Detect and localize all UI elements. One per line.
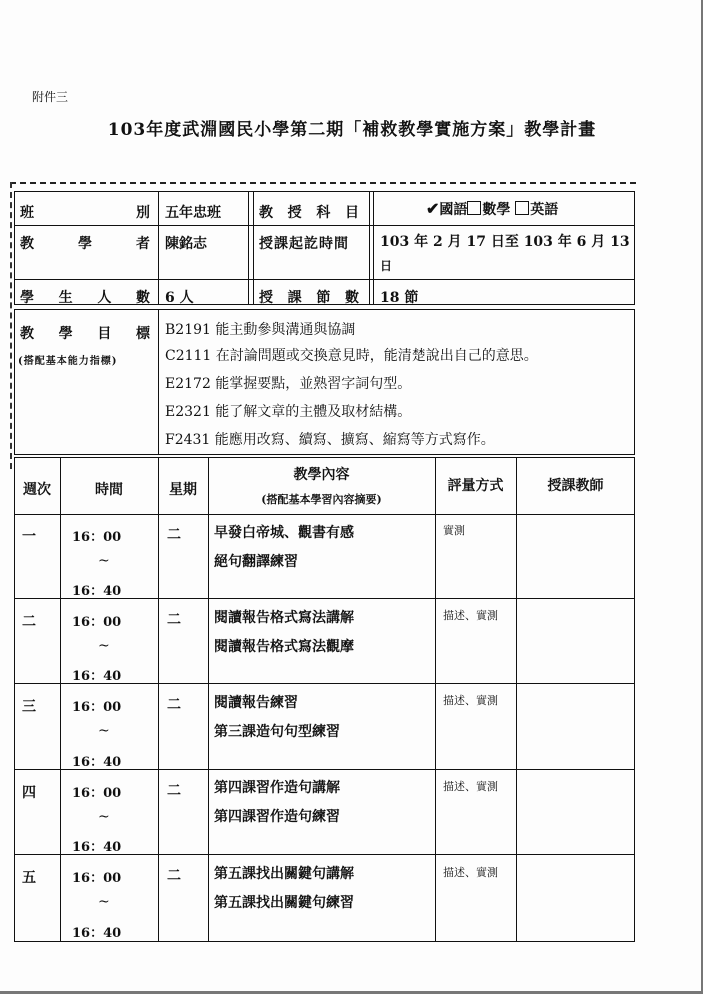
row-content-2: 閱讀報告格式寫法觀摩 bbox=[214, 639, 354, 655]
row-end-time: 16：40 bbox=[72, 755, 122, 770]
class-value: 五年忠班 bbox=[165, 205, 221, 221]
row-week: 二 bbox=[22, 614, 36, 630]
sessions-label: 授 課 節 數 bbox=[259, 290, 359, 306]
header-time: 時間 bbox=[95, 482, 123, 498]
row-content-2: 第四課習作造句練習 bbox=[214, 809, 340, 825]
row-weekday: 二 bbox=[167, 527, 181, 543]
row-start-time: 16：00 bbox=[72, 786, 122, 801]
row-end-time: 16：40 bbox=[72, 840, 122, 855]
row-tilde: ~ bbox=[98, 638, 110, 654]
row-tilde: ~ bbox=[98, 723, 110, 739]
teacher-value: 陳銘志 bbox=[165, 236, 207, 252]
row-assessment: 描述、實測 bbox=[443, 694, 498, 707]
row-weekday: 二 bbox=[167, 697, 181, 713]
subject-chinese: 國語 bbox=[439, 202, 468, 218]
checkbox-math[interactable] bbox=[467, 201, 481, 215]
row-tilde: ~ bbox=[98, 894, 110, 910]
row-assessment: 描述、實測 bbox=[443, 866, 498, 879]
row-tilde: ~ bbox=[98, 809, 110, 825]
checked-icon[interactable]: ✔ bbox=[426, 199, 440, 218]
period-line1: 103 年 2 月 17 日至 103 年 6 月 13 bbox=[380, 234, 630, 250]
students-label: 學 生 人 數 bbox=[20, 290, 150, 306]
attachment-label: 附件三 bbox=[32, 90, 69, 104]
document-title: 103年度武淵國民小學第二期「補救教學實施方案」教學計畫 bbox=[107, 120, 597, 140]
subject-math: 數學 bbox=[482, 202, 511, 218]
header-week: 週次 bbox=[23, 482, 51, 498]
row-tilde: ~ bbox=[98, 553, 110, 569]
class-label: 班 別 bbox=[20, 205, 150, 221]
sessions-value: 18 節 bbox=[380, 290, 419, 306]
row-weekday: 二 bbox=[167, 868, 181, 884]
goal-item-1: B2191 能主動參與溝通與協調 bbox=[165, 322, 356, 338]
row-end-time: 16：40 bbox=[72, 584, 122, 599]
students-value: 6 人 bbox=[165, 290, 194, 306]
row-end-time: 16：40 bbox=[72, 926, 122, 941]
row-content-2: 絕句翻譯練習 bbox=[214, 554, 298, 570]
goal-item-3: E2172 能掌握要點，並熟習字詞句型。 bbox=[165, 376, 412, 392]
row-assessment: 描述、實測 bbox=[443, 609, 498, 622]
goal-item-4: E2321 能了解文章的主體及取材結構。 bbox=[165, 404, 412, 420]
row-weekday: 二 bbox=[167, 612, 181, 628]
row-week: 三 bbox=[22, 699, 36, 715]
row-start-time: 16：00 bbox=[72, 530, 122, 545]
subject-english: 英語 bbox=[530, 202, 559, 218]
table-dashed-top-border bbox=[10, 182, 636, 184]
goals-sublabel: (搭配基本能力指標) bbox=[18, 356, 118, 367]
row-week: 一 bbox=[22, 529, 36, 545]
row-content-1: 閱讀報告練習 bbox=[214, 695, 298, 711]
row-content-1: 第五課找出關鍵句講解 bbox=[214, 866, 354, 882]
goal-item-5: F2431 能應用改寫、續寫、擴寫、縮寫等方式寫作。 bbox=[165, 432, 495, 448]
table-dashed-left-border bbox=[10, 182, 12, 469]
row-start-time: 16：00 bbox=[72, 871, 122, 886]
checkbox-english[interactable] bbox=[515, 201, 529, 215]
row-start-time: 16：00 bbox=[72, 700, 122, 715]
row-content-1: 閱讀報告格式寫法講解 bbox=[214, 610, 354, 626]
row-start-time: 16：00 bbox=[72, 615, 122, 630]
row-content-2: 第五課找出關鍵句練習 bbox=[214, 895, 354, 911]
period-label: 授課起訖時間 bbox=[259, 236, 349, 252]
header-assessment: 評量方式 bbox=[447, 478, 504, 494]
row-content-1: 第四課習作造句講解 bbox=[214, 780, 340, 796]
header-content: 教學內容 bbox=[293, 467, 350, 483]
row-end-time: 16：40 bbox=[72, 669, 122, 684]
row-assessment: 描述、實測 bbox=[443, 780, 498, 793]
header-instructor: 授課教師 bbox=[547, 478, 604, 494]
goals-label: 教 學 目 標 bbox=[20, 326, 150, 342]
row-content-2: 第三課造句句型練習 bbox=[214, 724, 340, 740]
teacher-label: 教 學 者 bbox=[20, 236, 150, 252]
row-week: 五 bbox=[22, 870, 36, 886]
row-weekday: 二 bbox=[167, 783, 181, 799]
goal-item-2: C2111 在討論問題或交換意見時，能清楚說出自己的意思。 bbox=[165, 348, 538, 364]
row-content-1: 早發白帝城、觀書有感 bbox=[214, 525, 354, 541]
row-week: 四 bbox=[22, 785, 36, 801]
subject-label: 教 授 科 目 bbox=[259, 205, 359, 221]
subject-options bbox=[426, 199, 558, 219]
row-assessment: 實測 bbox=[443, 524, 465, 537]
header-weekday: 星期 bbox=[169, 482, 197, 498]
period-line2: 日 bbox=[380, 259, 393, 273]
header-content-sub: (搭配基本學習內容摘要) bbox=[261, 493, 382, 506]
